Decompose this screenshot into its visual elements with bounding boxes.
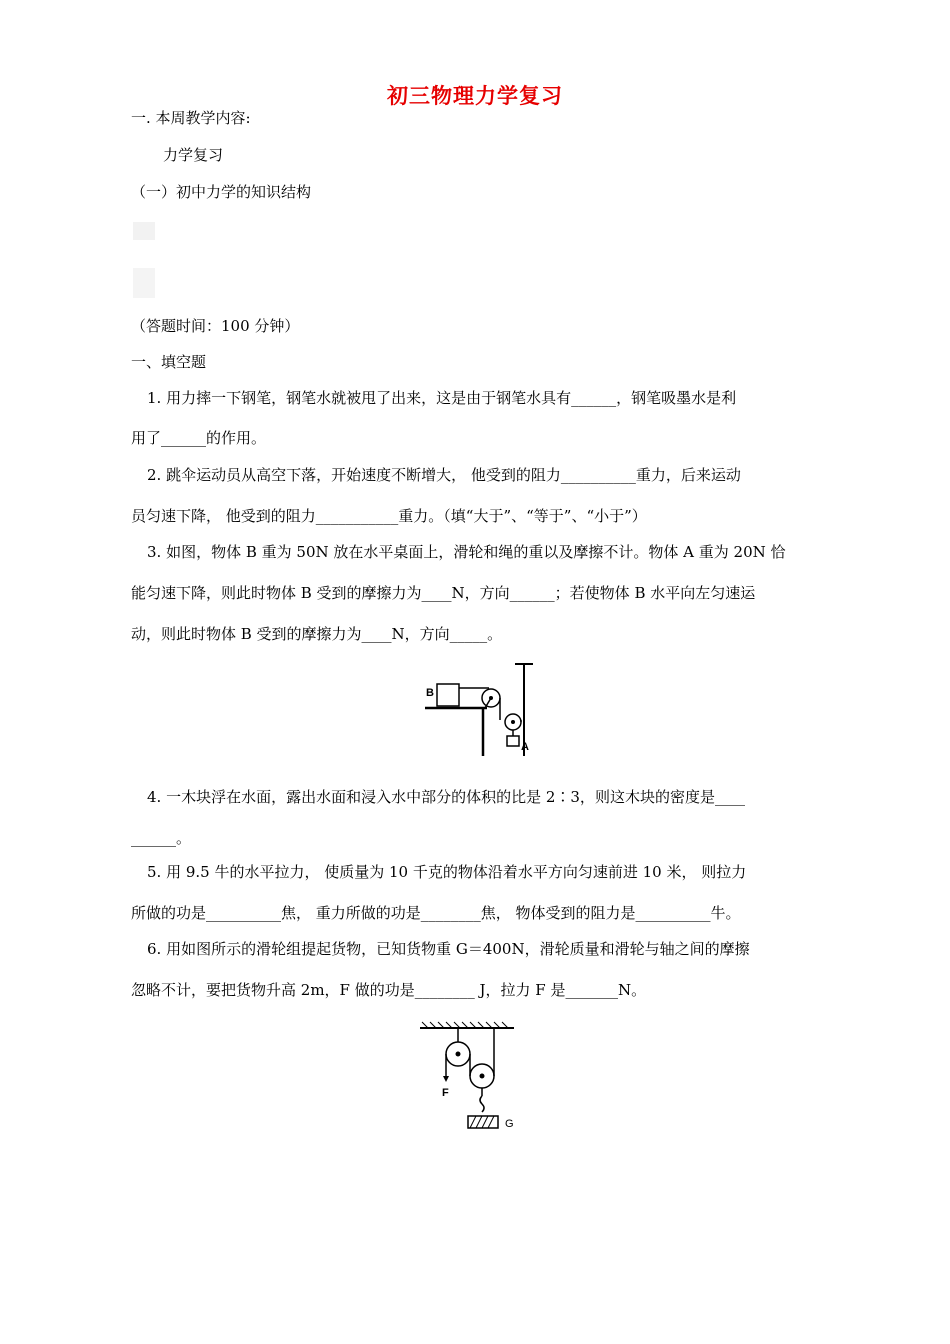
question-text: 用了______的作用。 (131, 429, 267, 447)
section-heading: 一. 本周教学内容: (131, 109, 251, 127)
question-text: ______。 (131, 829, 192, 847)
question-text: 3. 如图，物体 B 重为 50N 放在水平桌面上，滑轮和绳的重以及摩擦不计。物体 A 重为 20N 恰 (147, 543, 786, 561)
question-text: 5. 用 9.5 牛的水平拉力， 使质量为 10 千克的物体沿着水平方向匀速前进 10 米， 则拉力 (147, 863, 747, 881)
faint-image-mark (133, 268, 155, 298)
pulley-table-figure (425, 660, 545, 760)
label-a: A (521, 741, 529, 753)
question-text: 能匀速下降，则此时物体 B 受到的摩擦力为____N，方向______；若使物体 B 水平向左匀速运 (131, 584, 756, 602)
question-text: 所做的功是__________焦， 重力所做的功是________焦， 物体受到的阻力是__________牛。 (131, 904, 741, 922)
faint-image-mark (133, 222, 155, 240)
document-title: 初三物理力学复习 (387, 83, 563, 108)
question-text: 动，则此时物体 B 受到的摩擦力为____N，方向_____。 (131, 625, 503, 643)
label-f: F (442, 1087, 449, 1099)
label-b: B (426, 687, 434, 699)
topic-text: 力学复习 (163, 146, 224, 164)
question-text: 6. 用如图所示的滑轮组提起货物，已知货物重 G＝400N，滑轮质量和滑轮与轴之间的摩擦 (147, 940, 750, 958)
pulley-system-figure (418, 1018, 538, 1138)
subsection-heading: （一）初中力学的知识结构 (131, 183, 312, 201)
section-heading: 一、填空题 (131, 353, 207, 371)
question-text: 1. 用力摔一下钢笔，钢笔水就被甩了出来，这是由于钢笔水具有______，钢笔吸墨水是利 (147, 389, 737, 407)
label-g: G (505, 1118, 514, 1130)
question-text: 忽略不计，要把货物升高 2m，F 做的功是________ J，拉力 F 是_______N。 (131, 981, 647, 999)
time-note: （答题时间：100 分钟） (131, 317, 300, 335)
question-text: 2. 跳伞运动员从高空下落，开始速度不断增大， 他受到的阻力__________重力，后来运动 (147, 466, 741, 484)
question-text: 员匀速下降， 他受到的阻力___________重力。（填“大于”、“等于”、“小于”） (131, 507, 647, 525)
question-text: 4. 一木块浮在水面，露出水面和浸入水中部分的体积的比是 2∶3，则这木块的密度是____ (147, 788, 745, 806)
